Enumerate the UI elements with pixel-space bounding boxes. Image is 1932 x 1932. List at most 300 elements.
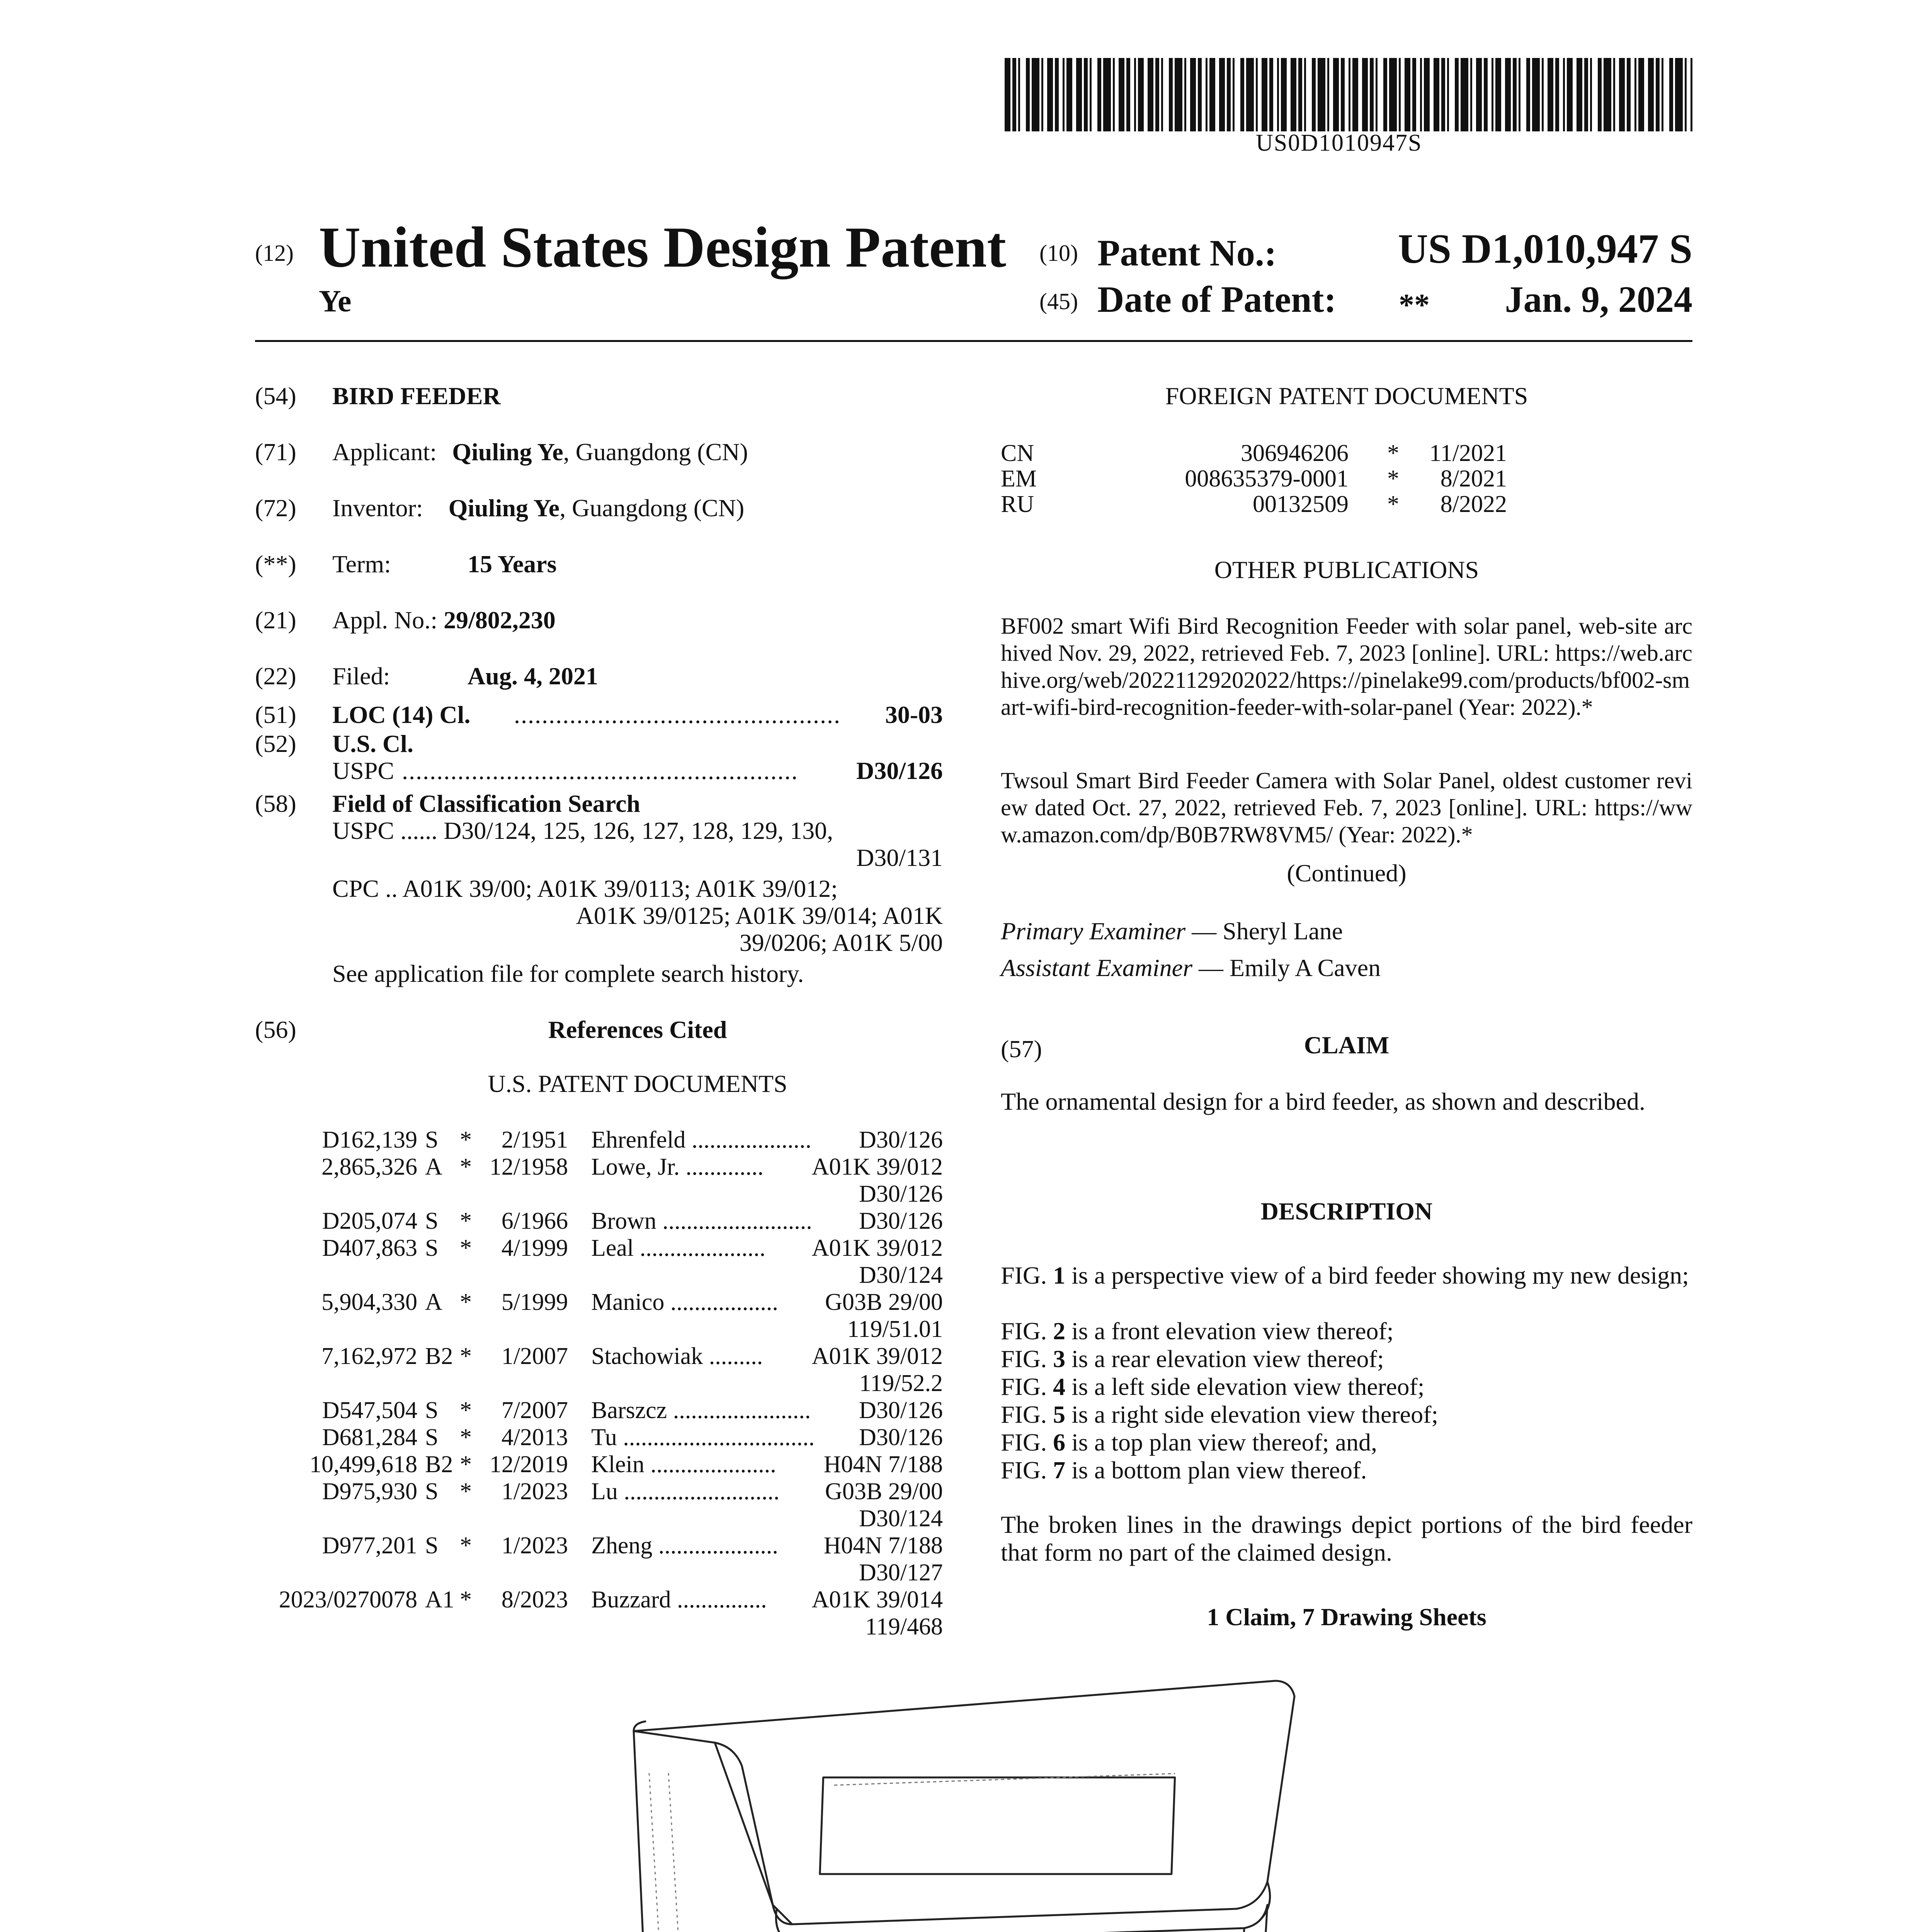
reference-number: D975,930	[322, 1478, 417, 1505]
reference-class: H04N 7/188	[823, 1451, 943, 1478]
patent-number: US D1,010,947 S	[1398, 226, 1692, 272]
reference-class: A01K 39/012	[811, 1235, 943, 1261]
inventor-label: Inventor:	[332, 494, 423, 522]
reference-name: Zheng ....................	[591, 1532, 778, 1559]
applicant-name: Qiuling Ye	[452, 438, 563, 466]
reference-kind: S	[425, 1208, 439, 1234]
foreign-star: *	[1387, 440, 1399, 466]
reference-extra-class: D30/124	[859, 1505, 943, 1532]
barcode-bar	[1233, 58, 1235, 131]
reference-class: G03B 29/00	[825, 1289, 943, 1315]
term-label: Term:	[332, 550, 391, 578]
field-of-search-cpc: CPC .. A01K 39/00; A01K 39/0113; A01K 39/012;	[332, 875, 838, 902]
barcode-bar	[1461, 58, 1468, 131]
reference-star: *	[460, 1587, 472, 1613]
reference-row	[255, 1343, 947, 1370]
barcode-bar	[1198, 58, 1202, 131]
barcode-bar	[1638, 58, 1644, 131]
code-22: (22)	[255, 662, 296, 690]
reference-kind: S	[425, 1127, 439, 1153]
barcode-bar	[1412, 58, 1416, 131]
barcode-bar	[1169, 58, 1173, 131]
reference-number: D681,284	[322, 1424, 417, 1451]
references-title: References Cited	[548, 1016, 727, 1043]
reference-number: D162,139	[322, 1127, 417, 1153]
barcode-bar	[1362, 58, 1368, 131]
foreign-reference-row	[1001, 440, 1692, 466]
reference-class: A01K 39/014	[811, 1587, 943, 1613]
reference-row	[255, 1532, 947, 1559]
reference-kind: A	[425, 1289, 442, 1315]
foreign-number: 008635379-0001	[1185, 466, 1349, 492]
other-publication-2: Twsoul Smart Bird Feeder Camera with Solar Panel, oldest customer review dated Oct. 27, 2022, retrieved Feb. 7, 2023 [online]. URL: https://www.amazon.com/dp/B0B7RW8VM5/ (Year: 2022).*	[1001, 768, 1692, 847]
claims-sheets-summary: 1 Claim, 7 Drawing Sheets	[1207, 1603, 1486, 1631]
reference-date: 4/1999	[501, 1235, 568, 1261]
barcode-bar	[1627, 58, 1631, 131]
reference-date: 1/2023	[501, 1532, 568, 1559]
barcode-bar	[1066, 58, 1072, 131]
figure-prefix: FIG.	[1001, 1317, 1053, 1345]
reference-name: Ehrenfeld ....................	[591, 1127, 811, 1153]
barcode-bar	[1389, 58, 1397, 131]
barcode-bar	[1383, 58, 1387, 131]
reference-extra-class: D30/127	[859, 1560, 943, 1586]
barcode-bar	[1113, 58, 1115, 131]
barcode-bar	[1441, 58, 1445, 131]
foreign-star: *	[1387, 491, 1399, 517]
reference-class: H04N 7/188	[823, 1532, 943, 1559]
barcode-bar	[1262, 58, 1267, 131]
foreign-reference-row	[1001, 466, 1692, 492]
reference-star: *	[460, 1532, 472, 1559]
barcode-bar	[1076, 58, 1082, 131]
loc-value: 30-03	[885, 701, 943, 728]
reference-class: A01K 39/012	[811, 1343, 943, 1369]
barcode-bar	[1090, 58, 1092, 131]
filed-label: Filed:	[332, 662, 390, 690]
code-21: (21)	[255, 606, 296, 634]
foreign-country: RU	[1001, 491, 1034, 517]
term-value: 15 Years	[468, 550, 557, 578]
barcode-bar	[1184, 58, 1186, 131]
code-51: (51)	[255, 701, 296, 728]
reference-row	[255, 1451, 947, 1478]
barcode-text: US0D1010947S	[1256, 130, 1422, 156]
figure-number: 7	[1053, 1456, 1066, 1484]
figure-number: 4	[1053, 1373, 1066, 1400]
barcode-bar	[1513, 58, 1517, 131]
reference-date: 8/2023	[501, 1587, 568, 1613]
assistant-examiner	[1001, 954, 1381, 981]
reference-date: 4/2013	[501, 1424, 568, 1451]
barcode-bar	[1555, 58, 1559, 131]
barcode-bar	[1032, 58, 1039, 131]
reference-kind: A	[425, 1154, 442, 1180]
barcode-bar	[1420, 58, 1422, 131]
reference-name: Barszcz .......................	[591, 1397, 811, 1423]
barcode-bar	[1598, 58, 1602, 131]
figure-text: is a rear elevation view thereof;	[1065, 1345, 1384, 1372]
barcode-bar	[1470, 58, 1472, 131]
barcode-bar	[1138, 58, 1144, 131]
reference-name: Lowe, Jr. .............	[591, 1154, 764, 1180]
reference-extra-class: D30/126	[859, 1181, 943, 1207]
barcode-bar	[1656, 58, 1660, 131]
barcode-bar	[1277, 58, 1279, 131]
barcode-bar	[1304, 58, 1306, 131]
reference-extra-class: D30/124	[859, 1262, 943, 1288]
barcode-bar	[1219, 58, 1225, 131]
barcode-bar	[1567, 58, 1573, 131]
barcode-bar	[1505, 58, 1511, 131]
reference-star: *	[460, 1154, 472, 1180]
reference-name: Lu ..........................	[591, 1478, 780, 1505]
code-45: (45)	[1039, 289, 1078, 314]
reference-number: 2,865,326	[321, 1154, 417, 1180]
barcode	[1005, 58, 1692, 131]
reference-kind: B2	[425, 1343, 453, 1369]
barcode-bar	[1333, 58, 1339, 131]
reference-row	[255, 1208, 947, 1235]
foreign-date: 11/2021	[1429, 440, 1507, 466]
figure-description	[1001, 1317, 1692, 1345]
reference-class: A01K 39/012	[811, 1154, 943, 1180]
reference-row-continuation	[255, 1262, 947, 1289]
reference-number: D205,074	[322, 1208, 417, 1234]
foreign-date: 8/2022	[1440, 491, 1507, 517]
field-of-search-cpc-cont2: 39/0206; A01K 5/00	[739, 929, 943, 956]
code-58: (58)	[255, 790, 296, 817]
barcode-bar	[1548, 58, 1553, 131]
reference-star: *	[460, 1451, 472, 1478]
us-references-table	[255, 1126, 947, 1675]
reference-class: G03B 29/00	[825, 1478, 943, 1505]
barcode-bar	[1577, 58, 1582, 131]
reference-class: D30/126	[859, 1424, 943, 1451]
reference-date: 2/1951	[501, 1127, 568, 1153]
reference-star: *	[460, 1235, 472, 1261]
barcode-bar	[1648, 58, 1654, 131]
reference-row	[255, 1153, 947, 1180]
barcode-bar	[1026, 58, 1030, 131]
barcode-bar	[1269, 58, 1273, 131]
reference-row	[255, 1126, 947, 1153]
reference-kind: S	[425, 1478, 439, 1505]
barcode-bar	[1298, 58, 1302, 131]
barcode-bar	[1063, 58, 1065, 131]
reference-name: Manico ..................	[591, 1289, 778, 1315]
barcode-bar	[1613, 58, 1615, 131]
reference-star: *	[460, 1424, 472, 1451]
primary-examiner-label: Primary Examiner	[1001, 917, 1186, 945]
barcode-bar	[1476, 58, 1482, 131]
barcode-bar	[1484, 58, 1488, 131]
filed-value: Aug. 4, 2021	[468, 662, 598, 690]
primary-examiner	[1001, 918, 1343, 945]
reference-row	[255, 1478, 947, 1505]
us-cl-label: U.S. Cl.	[332, 730, 413, 757]
barcode-bar	[1532, 58, 1540, 131]
appl-no-label: Appl. No.:	[332, 606, 437, 634]
claim-heading: CLAIM	[1304, 1031, 1389, 1059]
applicant-label: Applicant:	[332, 438, 437, 466]
reference-row	[255, 1586, 947, 1613]
barcode-bar	[1526, 58, 1530, 131]
field-of-search-uspc: USPC ...... D30/124, 125, 126, 127, 128, 129, 130,	[332, 817, 833, 844]
reference-number: D547,504	[322, 1397, 417, 1423]
foreign-references-table	[1001, 440, 1692, 522]
code-term: (**)	[255, 550, 296, 578]
figure-description	[1001, 1262, 1692, 1289]
reference-star: *	[460, 1478, 472, 1505]
barcode-bar	[1047, 58, 1053, 131]
reference-number: D407,863	[322, 1235, 417, 1261]
barcode-bar	[1662, 58, 1663, 131]
barcode-bar	[1175, 58, 1182, 131]
figure-prefix: FIG.	[1001, 1262, 1053, 1289]
barcode-bar	[1240, 58, 1244, 131]
figure-text: is a top plan view thereof; and,	[1065, 1429, 1377, 1456]
reference-number: 7,162,972	[321, 1343, 417, 1369]
loc-label: LOC (14) Cl.	[332, 701, 471, 728]
reference-name: Buzzard ...............	[591, 1587, 767, 1613]
uspc-label: USPC	[332, 757, 395, 784]
reference-name: Klein .....................	[591, 1451, 776, 1478]
barcode-bar	[1399, 58, 1401, 131]
barcode-bar	[1584, 58, 1588, 131]
assistant-examiner-name: — Emily A Caven	[1192, 954, 1381, 981]
reference-date: 12/1958	[489, 1154, 568, 1180]
barcode-bar	[1155, 58, 1159, 131]
reference-date: 12/2019	[489, 1451, 568, 1478]
inventor-field	[332, 495, 744, 522]
reference-extra-class: 119/468	[865, 1614, 943, 1640]
description-heading: DESCRIPTION	[1260, 1197, 1433, 1225]
barcode-bar	[1634, 58, 1636, 131]
figure-prefix: FIG.	[1001, 1401, 1053, 1428]
uspc-value: D30/126	[856, 757, 943, 784]
other-publications-heading: OTHER PUBLICATIONS	[1214, 556, 1479, 583]
inventor-name: Qiuling Ye	[448, 494, 560, 522]
foreign-number: 306946206	[1241, 440, 1349, 466]
figure-number: 5	[1053, 1401, 1066, 1428]
applicant-field	[332, 439, 748, 466]
code-10: (10)	[1039, 240, 1078, 266]
appl-no-value: 29/802,230	[444, 606, 556, 634]
bird-feeder-perspective-drawing	[611, 1673, 1314, 1932]
reference-star: *	[460, 1289, 472, 1315]
reference-row-continuation	[255, 1180, 947, 1208]
barcode-bar	[1055, 58, 1059, 131]
reference-name: Leal .....................	[591, 1235, 766, 1261]
barcode-bar	[1256, 58, 1258, 131]
reference-row	[255, 1235, 947, 1262]
reference-number: 5,904,330	[321, 1289, 417, 1315]
appl-no-field	[332, 607, 556, 634]
reference-kind: S	[425, 1397, 439, 1423]
code-12: (12)	[255, 240, 294, 266]
barcode-bar	[1542, 58, 1544, 131]
reference-row	[255, 1397, 947, 1424]
barcode-bar	[1012, 58, 1016, 131]
document-type: United States Design Patent	[319, 215, 1007, 279]
field-of-search-cpc-cont1: A01K 39/0125; A01K 39/014; A01K	[576, 902, 943, 929]
barcode-bar	[1291, 58, 1296, 131]
barcode-bar	[1370, 58, 1374, 131]
figure-number: 3	[1053, 1345, 1066, 1372]
code-57: (57)	[1001, 1035, 1042, 1063]
uspc-dots: .........................................................	[402, 757, 798, 784]
patent-date: Jan. 9, 2024	[1505, 279, 1692, 320]
barcode-bar	[1227, 58, 1231, 131]
barcode-bar	[1281, 58, 1287, 131]
barcode-bar	[1005, 58, 1010, 131]
barcode-bar	[1327, 58, 1329, 131]
barcode-bar	[1119, 58, 1124, 131]
figure-number: 2	[1053, 1317, 1066, 1345]
inventor-location: , Guangdong (CN)	[560, 494, 745, 522]
barcode-bar	[1563, 58, 1565, 131]
barcode-bar	[1495, 58, 1501, 131]
figure-text: is a left side elevation view thereof;	[1065, 1373, 1425, 1400]
reference-row-continuation	[255, 1559, 947, 1586]
barcode-bar	[1424, 58, 1430, 131]
reference-date: 5/1999	[501, 1289, 568, 1315]
code-71: (71)	[255, 438, 296, 466]
barcode-bar	[1312, 58, 1316, 131]
figure-text: is a bottom plan view thereof.	[1065, 1456, 1367, 1484]
code-52: (52)	[255, 730, 296, 757]
date-label: Date of Patent:	[1097, 279, 1337, 320]
foreign-reference-row	[1001, 492, 1692, 517]
barcode-bar	[1134, 58, 1136, 131]
barcode-bar	[1209, 58, 1215, 131]
figure-prefix: FIG.	[1001, 1373, 1053, 1400]
inventor-surname: Ye	[319, 284, 352, 318]
barcode-bar	[1148, 58, 1153, 131]
primary-examiner-name: — Sheryl Lane	[1185, 917, 1343, 945]
barcode-bar	[1669, 58, 1673, 131]
barcode-bar	[1519, 58, 1520, 131]
reference-number: 2023/0270078	[279, 1587, 417, 1613]
reference-number: 10,499,618	[310, 1451, 417, 1478]
figure-number: 1	[1053, 1262, 1066, 1289]
reference-date: 6/1966	[501, 1208, 568, 1234]
foreign-country: EM	[1001, 466, 1037, 492]
barcode-bar	[1161, 58, 1163, 131]
reference-row-continuation	[255, 1370, 947, 1397]
barcode-bar	[1675, 58, 1683, 131]
reference-kind: B2	[425, 1451, 453, 1478]
foreign-country: CN	[1001, 440, 1034, 466]
barcode-bar	[1341, 58, 1345, 131]
barcode-bar	[1018, 58, 1020, 131]
barcode-bar	[1492, 58, 1493, 131]
reference-extra-class: 119/52.2	[859, 1370, 943, 1396]
broken-lines-note: The broken lines in the drawings depict portions of the bird feeder that form no part of the claimed design.	[1001, 1511, 1692, 1566]
code-56: (56)	[255, 1016, 296, 1043]
search-history-note: See application file for complete search history.	[332, 960, 804, 987]
reference-star: *	[460, 1397, 472, 1423]
reference-star: *	[460, 1208, 472, 1234]
patent-number-label: Patent No.:	[1097, 232, 1277, 274]
reference-date: 7/2007	[501, 1397, 568, 1423]
barcode-bar	[1084, 58, 1088, 131]
barcode-bar	[1349, 58, 1350, 131]
claim-text: The ornamental design for a bird feeder, as shown and described.	[1001, 1088, 1645, 1115]
reference-star: *	[460, 1127, 472, 1153]
loc-dots: ...............................................	[514, 701, 841, 728]
code-54: (54)	[255, 382, 296, 410]
barcode-bar	[1685, 58, 1687, 131]
barcode-bar	[1246, 58, 1254, 131]
figure-prefix: FIG.	[1001, 1345, 1053, 1372]
barcode-bar	[1103, 58, 1111, 131]
other-publication-1: BF002 smart Wifi Bird Recognition Feeder with solar panel, web-site archived Nov. 29, 2022, retrieved Feb. 7, 2023 [online]. URL: https://web.archive.org/web/20221129202022/https://pinelake99.com/products/bf002-smart-wifi-bird-recognition-feeder-with-solar-panel (Year: 2022).*	[1001, 613, 1692, 720]
figure-description	[1001, 1373, 1692, 1401]
barcode-bar	[1604, 58, 1611, 131]
barcode-bar	[1590, 58, 1592, 131]
reference-number: D977,201	[322, 1532, 417, 1559]
reference-extra-class: 119/51.01	[847, 1316, 943, 1342]
barcode-bar	[1190, 58, 1196, 131]
figure-description	[1001, 1345, 1692, 1373]
foreign-docs-heading: FOREIGN PATENT DOCUMENTS	[1165, 382, 1528, 410]
barcode-bar	[1097, 58, 1101, 131]
barcode-bar	[1619, 58, 1625, 131]
applicant-location: , Guangdong (CN)	[563, 438, 748, 466]
barcode-bar	[1041, 58, 1043, 131]
figure-description	[1001, 1401, 1692, 1429]
barcode-bar	[1206, 58, 1208, 131]
barcode-bar	[1126, 58, 1130, 131]
code-72: (72)	[255, 494, 296, 522]
us-patent-documents-heading: U.S. PATENT DOCUMENTS	[488, 1070, 787, 1097]
reference-class: D30/126	[859, 1397, 943, 1423]
barcode-bar	[1352, 58, 1358, 131]
barcode-bar	[1690, 58, 1692, 131]
figure-prefix: FIG.	[1001, 1456, 1053, 1484]
barcode-bar	[1447, 58, 1449, 131]
barcode-bar	[1434, 58, 1439, 131]
barcode-bar	[1455, 58, 1459, 131]
reference-class: D30/126	[859, 1208, 943, 1234]
figure-number: 6	[1053, 1429, 1066, 1456]
figure-text: is a front elevation view thereof;	[1065, 1317, 1394, 1345]
figure-text: is a right side elevation view thereof;	[1065, 1401, 1439, 1428]
figure-description	[1001, 1456, 1692, 1484]
assistant-examiner-label: Assistant Examiner	[1001, 954, 1192, 981]
reference-kind: S	[425, 1532, 439, 1559]
figure-prefix: FIG.	[1001, 1429, 1053, 1456]
reference-row	[255, 1424, 947, 1451]
reference-class: D30/126	[859, 1127, 943, 1153]
field-of-search-label: Field of Classification Search	[332, 790, 640, 817]
reference-star: *	[460, 1343, 472, 1369]
reference-date: 1/2007	[501, 1343, 568, 1369]
foreign-star: *	[1387, 466, 1399, 492]
reference-row-continuation	[255, 1316, 947, 1343]
title-of-design: BIRD FEEDER	[332, 382, 501, 410]
reference-name: Tu ................................	[591, 1424, 815, 1451]
continued-note: (Continued)	[1287, 859, 1406, 887]
reference-row	[255, 1289, 947, 1316]
reference-name: Stachowiak .........	[591, 1343, 763, 1369]
reference-kind: S	[425, 1235, 439, 1261]
date-mark: **	[1399, 288, 1430, 322]
foreign-date: 8/2021	[1440, 466, 1507, 492]
foreign-number: 00132509	[1253, 491, 1349, 517]
